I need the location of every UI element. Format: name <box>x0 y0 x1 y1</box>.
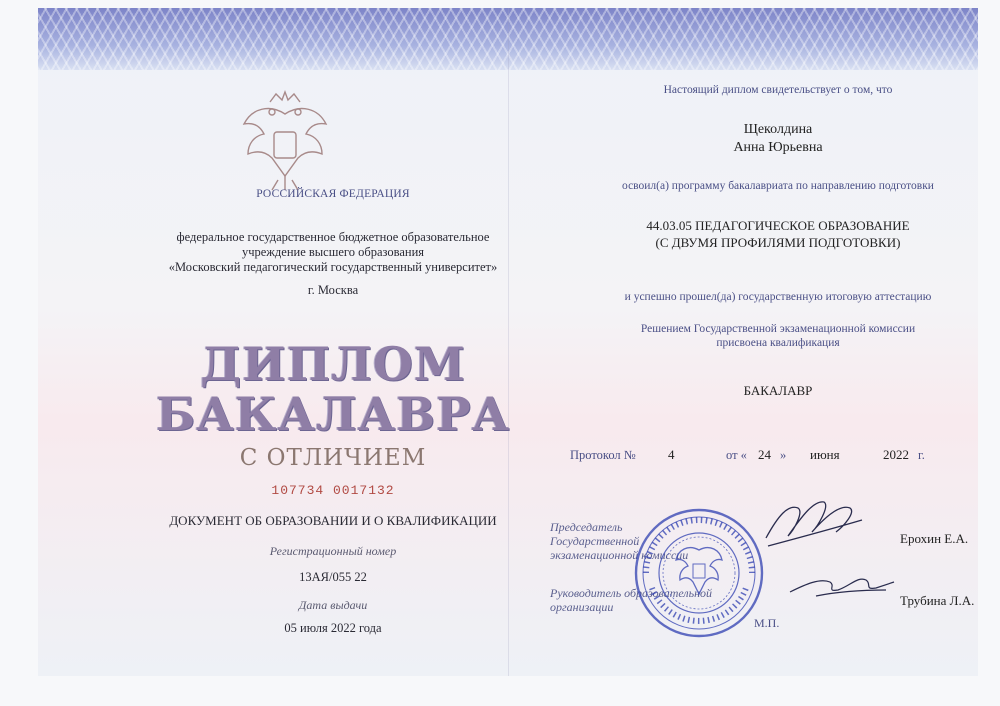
issue-date: 05 июля 2022 года <box>284 621 382 635</box>
chair-label-2: Государственной <box>550 534 640 548</box>
title-line-1: ДИПЛОМ <box>200 337 466 391</box>
protocol-year: 2022 <box>883 447 909 462</box>
chair-signature-icon <box>758 486 868 556</box>
protocol-from-label: от « <box>726 448 747 462</box>
official-seal-stamp-icon <box>632 506 766 640</box>
program-line-2: (С ДВУМЯ ПРОФИЛЯМИ ПОДГОТОВКИ) <box>655 235 901 250</box>
head-signature-icon <box>786 564 896 604</box>
graduate-given-names: Анна Юрьевна <box>733 140 823 155</box>
chair-name: Ерохин Е.А. <box>900 531 969 546</box>
program-text: освоил(а) программу бакалавриата по направлению подготовки <box>622 180 934 192</box>
double-headed-eagle-emblem-icon <box>230 84 340 194</box>
honors-label: С ОТЛИЧИЕМ <box>239 445 427 471</box>
qualification: БАКАЛАВР <box>743 383 813 398</box>
registration-number: 13АЯ/055 22 <box>299 570 367 584</box>
protocol-label: Протокол № <box>570 448 636 462</box>
chair-label-3: экзаменационной комиссии <box>550 548 689 562</box>
institution-line-2: учреждение высшего образования <box>241 245 425 259</box>
diploma-sheet <box>38 8 978 676</box>
registration-label: Регистрационный номер <box>269 544 397 558</box>
protocol-number: 4 <box>668 447 675 462</box>
head-label-2: организации <box>550 600 614 614</box>
country-name: РОССИЙСКАЯ ФЕДЕРАЦИЯ <box>256 188 410 200</box>
protocol-day: 24 <box>758 447 771 462</box>
commission-line-2: присвоена квалификация <box>716 337 840 349</box>
program-line-1: 44.03.05 ПЕДАГОГИЧЕСКОЕ ОБРАЗОВАНИЕ <box>646 218 910 233</box>
intro-text: Настоящий диплом свидетельствует о том, что <box>663 84 893 96</box>
institution-line-3: «Московский педагогический государственный университет» <box>168 260 498 274</box>
head-label-1: Руководитель образовательной <box>550 586 713 600</box>
attestation-text: и успешно прошел(да) государственную итоговую аттестацию <box>624 291 932 303</box>
document-type: ДОКУМЕНТ ОБ ОБРАЗОВАНИИ И О КВАЛИФИКАЦИИ <box>169 513 497 528</box>
graduate-surname: Щеколдина <box>743 122 813 137</box>
city: г. Москва <box>307 283 359 297</box>
protocol-year-suffix: г. <box>918 448 925 462</box>
protocol-month: июня <box>810 447 840 462</box>
institution-line-1: федеральное государственное бюджетное образовательное <box>176 230 490 244</box>
chair-label-1: Председатель <box>550 520 623 534</box>
commission-line-1: Решением Государственной экзаменационной комиссии <box>640 323 916 335</box>
issue-date-label: Дата выдачи <box>298 598 368 612</box>
seal-place-label: М.П. <box>754 616 780 630</box>
title-line-2: БАКАЛАВРА <box>155 387 511 441</box>
head-name: Трубина Л.А. <box>900 593 975 608</box>
protocol-day-close: » <box>780 448 787 462</box>
serial-number: 107734 0017132 <box>271 483 395 498</box>
